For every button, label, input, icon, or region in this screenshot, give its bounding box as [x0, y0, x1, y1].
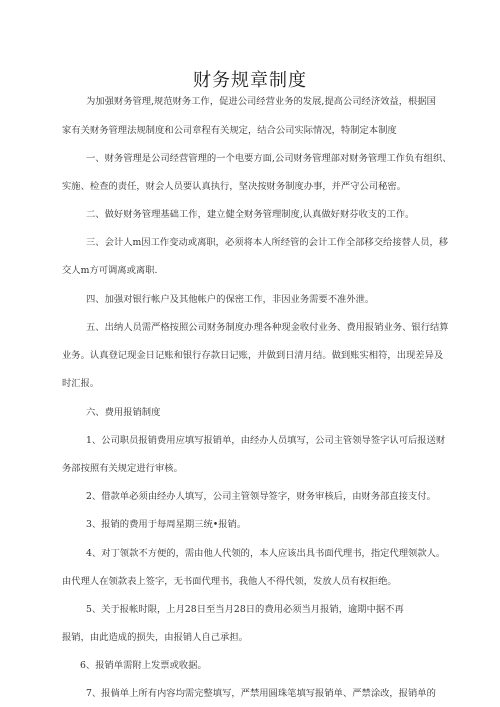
paragraph-line: 7、报倘单上所有内容均需完整填写，严禁用圆珠笔填写报销单、严禁涂改，报销单的 — [86, 688, 436, 699]
paragraph-line: 3、报销的费用于每周星期三统•报销。 — [86, 519, 247, 530]
section-heading: 六、费用报销制度 — [86, 407, 161, 418]
paragraph-line: 家有关财务管理法规制度和公司章程有关规定，结合公司实际情况，特制定本制度 — [62, 125, 397, 136]
paragraph-line: 二、做好财务管理基础工作，建立健全财务管理制度,认真做好财芬收支的工作。 — [86, 209, 415, 220]
paragraph-line: 时汇报。 — [62, 378, 100, 389]
paragraph-line: 实施、检查的责任，财会人员要认真执行，坚决按财务制度办事，并严守公司秘密。 — [62, 181, 406, 192]
paragraph-line: 四、加强对银行帐户及其他帐户的保密工作，非因业务需要不准外泄。 — [86, 294, 375, 305]
paragraph-line: 4、对丁领款不方便的，需由他人代领的，本人应该出具书面代理书，指定代理领款人。 — [86, 548, 446, 559]
paragraph-line: 5、关于报帐时限，上月28日至当月28日的费用必须当月报销，逾期中据不再 — [86, 604, 404, 615]
paragraph-line: 1、公司职员报销费用应填写报销单，由经办人员填写，公司主管领导签字认可后报送财 — [86, 435, 446, 446]
paragraph-line: 业务。认真登记现金日记账和银行存款日记账，并做到日清月结。做到账实相符，出现差异及 — [62, 350, 444, 361]
paragraph-line: 6、报销单需附上发票或收据。 — [80, 660, 207, 671]
document-title: 财务规章制度 — [193, 70, 307, 91]
paragraph-line: 三、会计人m因工作变动或离职，必须将本人所经管的会计工作全部移交给接替人员，移 — [86, 237, 449, 248]
paragraph-line: 为加强财务管理,规范财务工作，促进公司经营业务的发展,提高公司经济效益，根据国 — [86, 96, 436, 107]
paragraph-line: 交人m方可调离或离职. — [62, 265, 158, 276]
paragraph-line: 2、借款单必须由经办人填写，公司主管领导签字，财务审核后，由财务部直接支付。 — [86, 491, 436, 502]
paragraph-line: 五、出纳人员需严格按照公司财务制度办理各种现金收付业务、费用报销业务、银行结算 — [86, 322, 449, 333]
paragraph-line: 由代理人在领款表上签字，无书面代理书，我他人不得代领，发放人员有权拒绝。 — [62, 576, 397, 587]
paragraph-line: 一、财务管理是公司经营管理的一个电要方面,公司财务管理部对财务管理工作负有组织、 — [86, 153, 452, 164]
paragraph-line: 报销，由此造成的损失，由报销人自己承担。 — [62, 632, 248, 643]
paragraph-line: 务部按照有关规定进行审核。 — [62, 463, 183, 474]
